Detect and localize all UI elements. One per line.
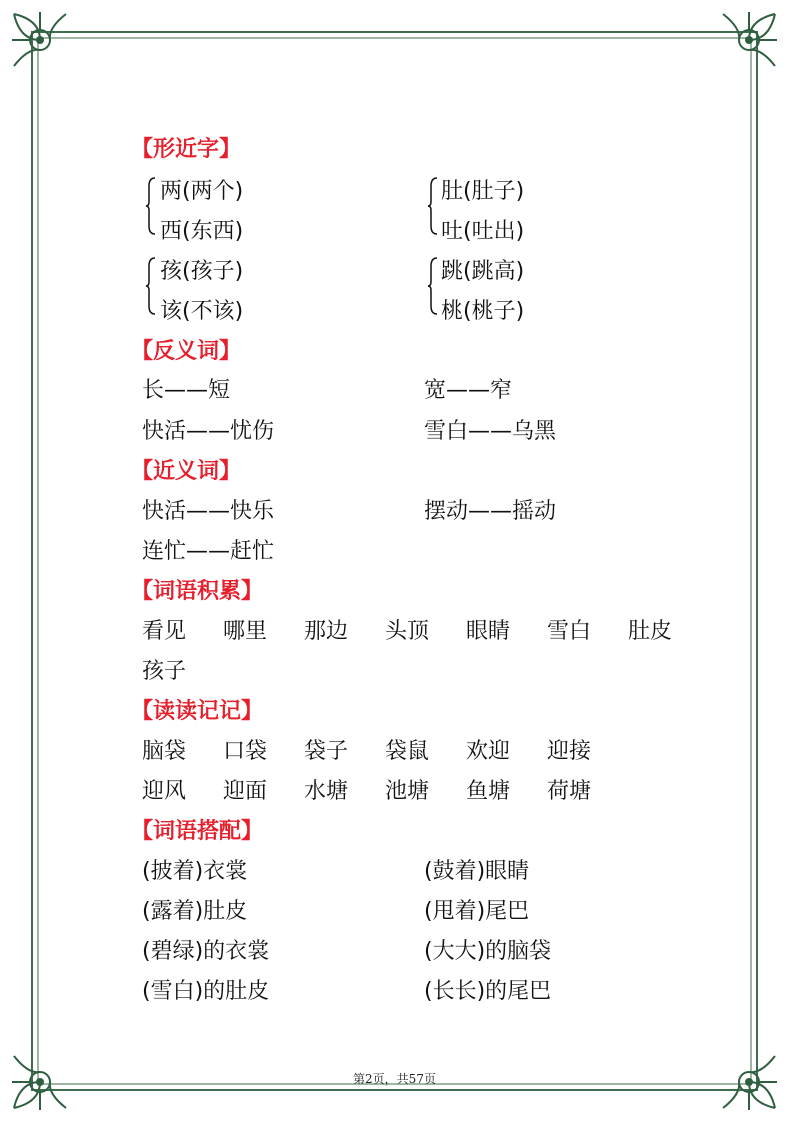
synonym-item: 连忙——赶忙 xyxy=(142,539,275,564)
antonym-item: 宽——窄 xyxy=(424,378,513,403)
corner-ornament-top-right xyxy=(717,8,781,72)
heading-ciyujilei: 【词语积累】 xyxy=(131,579,264,604)
reading-word: 袋子 xyxy=(304,739,349,764)
vocab-word: 肚皮 xyxy=(628,619,673,644)
heading-dudujiji: 【读读记记】 xyxy=(131,699,264,724)
collocation-item: (鼓着)眼睛 xyxy=(424,859,530,884)
synonym-item: 快活——快乐 xyxy=(142,499,275,524)
brace-pair-4 xyxy=(428,256,438,316)
heading-jinyici: 【近义词】 xyxy=(131,459,242,484)
pair-4-word-a: 跳(跳高) xyxy=(441,259,525,284)
brace-pair-2 xyxy=(146,256,156,316)
reading-word: 鱼塘 xyxy=(466,779,511,804)
vocab-word: 孩子 xyxy=(142,659,187,684)
collocation-item: (大大)的脑袋 xyxy=(424,939,552,964)
vocab-word: 眼睛 xyxy=(466,619,511,644)
pair-1-word-b: 西(东西) xyxy=(160,219,244,244)
brace-pair-3 xyxy=(428,176,438,236)
pair-4-word-b: 桃(桃子) xyxy=(441,299,525,324)
collocation-item: (长长)的尾巴 xyxy=(424,979,552,1004)
collocation-item: (甩着)尾巴 xyxy=(424,899,530,924)
antonym-item: 长——短 xyxy=(142,378,231,403)
brace-pair-1 xyxy=(146,176,156,236)
vocab-word: 头顶 xyxy=(385,619,430,644)
pair-3-word-a: 肚(肚子) xyxy=(441,179,525,204)
corner-ornament-top-left xyxy=(8,8,72,72)
antonym-item: 快活——忧伤 xyxy=(142,419,275,444)
vocab-word: 看见 xyxy=(142,619,187,644)
synonym-item: 摆动——摇动 xyxy=(424,499,557,524)
heading-fanyici: 【反义词】 xyxy=(131,339,242,364)
heading-ciyudapei: 【词语搭配】 xyxy=(131,819,264,844)
reading-word: 袋鼠 xyxy=(385,739,430,764)
reading-word: 脑袋 xyxy=(142,739,187,764)
pair-2-word-a: 孩(孩子) xyxy=(160,259,244,284)
pair-3-word-b: 吐(吐出) xyxy=(441,219,525,244)
pair-1-word-a: 两(两个) xyxy=(160,179,244,204)
pair-2-word-b: 该(不该) xyxy=(160,299,244,324)
reading-word: 迎接 xyxy=(547,739,592,764)
antonym-item: 雪白——乌黑 xyxy=(424,419,557,444)
reading-word: 水塘 xyxy=(304,779,349,804)
reading-word: 迎面 xyxy=(223,779,268,804)
page-number: 第2页，共57页 xyxy=(353,1072,436,1086)
reading-word: 口袋 xyxy=(223,739,268,764)
vocab-word: 雪白 xyxy=(547,619,592,644)
collocation-item: (披着)衣裳 xyxy=(142,859,248,884)
collocation-item: (雪白)的肚皮 xyxy=(142,979,270,1004)
vocab-word: 那边 xyxy=(304,619,349,644)
heading-xingjinzi: 【形近字】 xyxy=(131,137,242,162)
reading-word: 荷塘 xyxy=(547,779,592,804)
reading-word: 池塘 xyxy=(385,779,430,804)
collocation-item: (碧绿)的衣裳 xyxy=(142,939,270,964)
collocation-item: (露着)肚皮 xyxy=(142,899,248,924)
reading-word: 欢迎 xyxy=(466,739,511,764)
reading-word: 迎风 xyxy=(142,779,187,804)
vocab-word: 哪里 xyxy=(223,619,268,644)
